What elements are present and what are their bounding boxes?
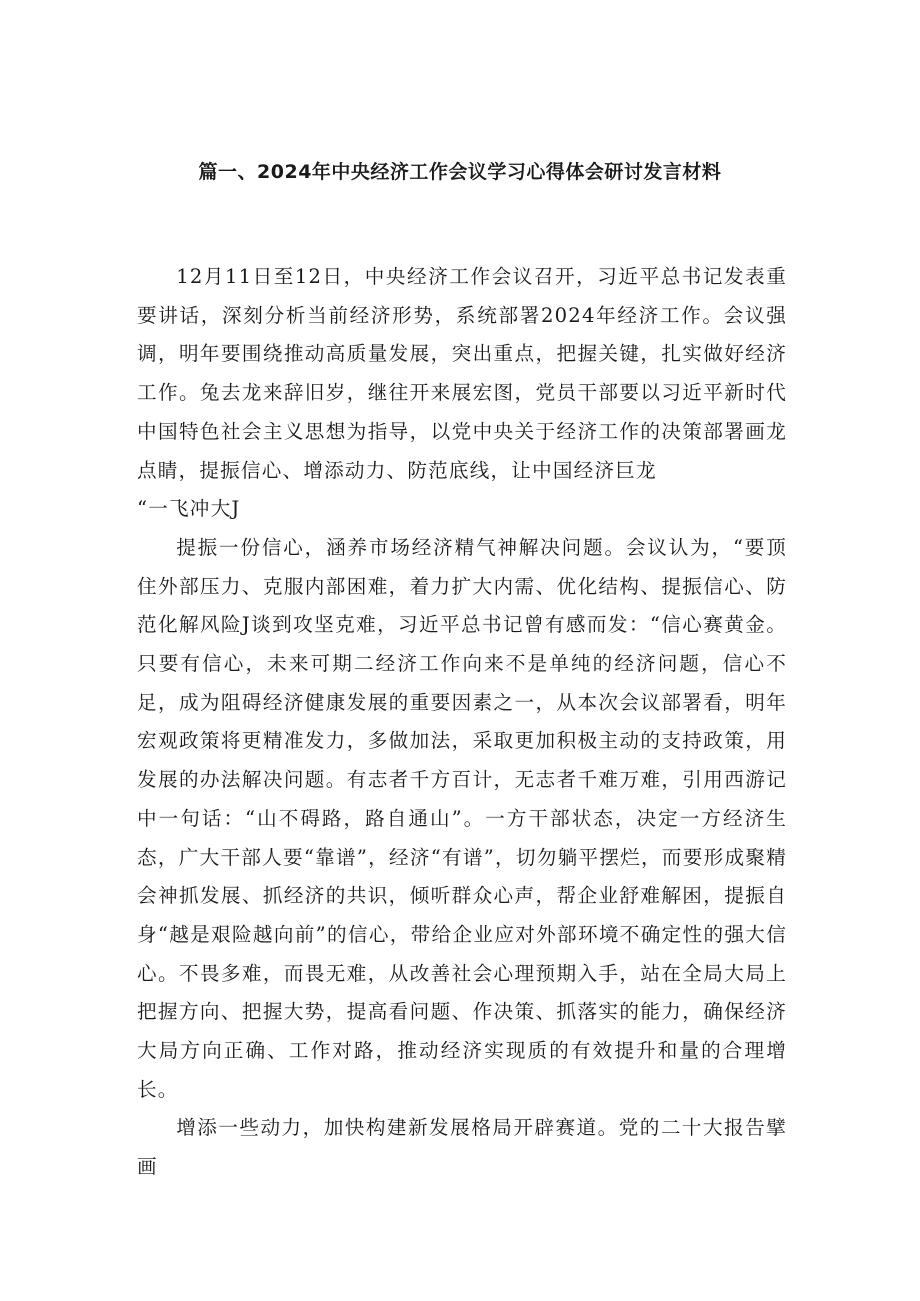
paragraph-meeting-intro: 12月11日至12日，中央经济工作会议召开，习近平总书记发表重要讲话，深刻分析当前经济形势，系统部署2024年经济工作。会议强调，明年要围绕推动高质量发展，突出重点，把握关键，扎实做好经济工作。兔去龙来辞旧岁，继往开来展宏图，党员干部要以习近平新时代中国特色社会主义思想为指导，以党中央关于经济工作的决策部署画龙点睛，提振信心、增添动力、防范底线，让中国经济巨龙 xyxy=(137,265,787,482)
paragraph-continuation: “一飞冲大J xyxy=(137,497,241,521)
paragraph-confidence: 提振一份信心，涵养市场经济精气神解决问题。会议认为，“要顶住外部压力、克服内部困难，着力扩大内需、优化结构、提振信心、防范化解风险J谈到攻坚克难，习近平总书记曾有感而发：“信心赛黄金。只要有信心，未来可期二经济工作向来不是单纯的经济问题，信心不足，成为阻碍经济健康发展的重要因素之一，从本次会议部署看，明年宏观政策将更精准发力，多做加法，采取更加积极主动的支持政策，用发展的办法解决问题。有志者千方百计，无志者千难万难，引用西游记中一句话：“山不碍路，路自通山”。一方干部状态，决定一方经济生态，广大干部人要“靠谱”，经济“有谱”，切勿躺平摆烂，而要形成聚精会神抓发展、抓经济的共识，倾听群众心声，帮企业舒难解困，提振自身“越是艰险越向前”的信心，带给企业应对外部环境不确定性的强大信心。不畏多难，而畏无难，从改善社会心理预期入手，站在全局大局上把握方向、把握大势，提高看问题、作决策、抓落实的能力，确保经济大局方向正确、工作对路，推动经济实现质的有效提升和量的合理增长。 xyxy=(137,535,787,1101)
paragraph-momentum: 增添一些动力，加快构建新发展格局开辟赛道。党的二十大报告擘画 xyxy=(137,1116,787,1179)
document-title: 篇一、2024年中央经济工作会议学习心得体会研讨发言材料 xyxy=(198,161,722,183)
document-body xyxy=(137,258,787,1187)
